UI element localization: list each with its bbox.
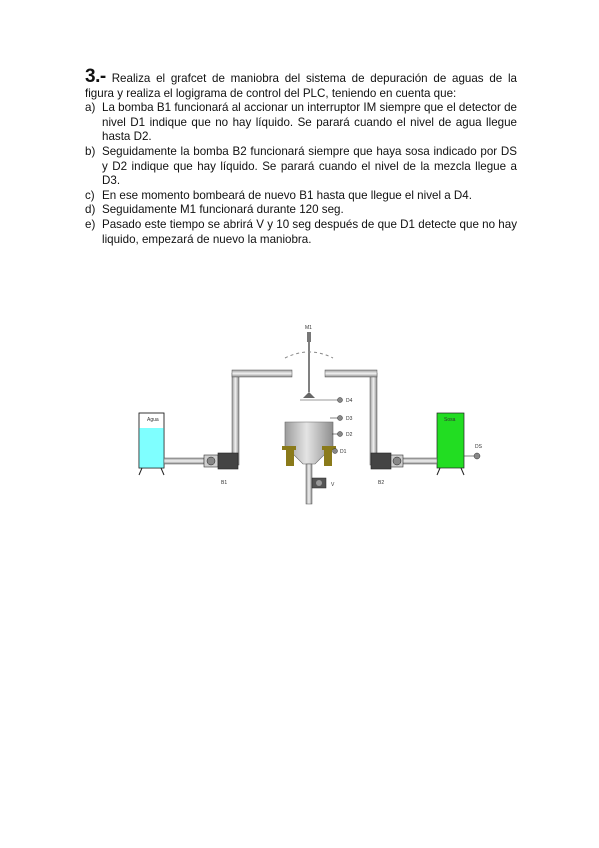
list-item-text: Seguidamente M1 funcionará durante 120 seg.: [102, 203, 344, 217]
list-item-text: Seguidamente la bomba B2 funcionará siempre que haya sosa indicado por DS y D2 indique que hay líquido. Se parará cuando el nivel de la mezcla llegue a D3.: [102, 144, 517, 188]
hopper-stand-right: [324, 448, 332, 466]
list-item: [85, 101, 517, 145]
d4-label: D4: [346, 398, 353, 404]
process-diagram: [135, 318, 495, 513]
pump-b1: [204, 453, 238, 486]
process-diagram-svg: [135, 318, 495, 513]
mixing-hopper: [282, 422, 336, 504]
water-tank-label: Agua: [147, 417, 159, 423]
d1-sensor: [333, 449, 338, 454]
d1-label: D1: [340, 449, 347, 455]
exercise-statement: [85, 66, 517, 101]
exercise-intro: Realiza el grafcet de maniobra del sistema de depuración de aguas de la figura y realiza el logigrama de control del PLC, teniendo en cuenta que:: [85, 72, 517, 100]
list-item: [85, 189, 517, 204]
left-pipe: [164, 370, 292, 465]
pump-b1-label: B1: [221, 480, 228, 486]
condition-list: [85, 101, 517, 247]
d2-sensor: [338, 432, 343, 437]
soda-tank-leg: [461, 468, 464, 475]
valve-label: V: [331, 482, 335, 488]
water-tank-leg: [139, 468, 142, 475]
d3-label: D3: [346, 416, 353, 422]
list-item-text: Pasado este tiempo se abrirá V y 10 seg después de que D1 detecte que no hay liquido, empezará de nuevo la maniobra.: [102, 217, 517, 246]
d2-label: D2: [346, 432, 353, 438]
exercise-number: 3.-: [85, 66, 106, 87]
list-item: [85, 218, 517, 247]
hopper-flange-left: [282, 446, 296, 450]
list-item: [85, 203, 517, 218]
soda-tank-leg: [437, 468, 440, 475]
list-marker: b): [85, 144, 96, 158]
pump-b2-label: B2: [378, 480, 385, 486]
hopper-stand-left: [286, 448, 294, 466]
exercise-text: [85, 66, 517, 247]
list-item: [85, 145, 517, 189]
list-item-text: En ese momento bombeará de nuevo B1 hasta que llegue el nivel a D4.: [102, 188, 472, 202]
motor-body: [307, 332, 311, 342]
list-marker: d): [85, 203, 96, 217]
ds-label: DS: [475, 444, 482, 450]
water-tank-leg: [161, 468, 164, 475]
list-marker: e): [85, 217, 96, 231]
d4-sensor: [338, 398, 343, 403]
pump-b2: [371, 453, 403, 486]
list-marker: c): [85, 188, 95, 202]
water-tank: [139, 413, 164, 475]
water-level: [139, 428, 164, 468]
ds-sensor: [474, 453, 480, 459]
drain-pipe: [306, 464, 312, 504]
motor-m1: [285, 325, 333, 398]
valve-v: [312, 478, 335, 488]
motor-label: M1: [305, 325, 312, 331]
list-marker: a): [85, 101, 96, 115]
d3-sensor: [338, 416, 343, 421]
agitator-blade: [303, 392, 315, 398]
soda-tank: [437, 413, 483, 475]
soda-tank-label: Sosa: [444, 417, 456, 423]
list-item-text: La bomba B1 funcionará al accionar un interruptor IM siempre que el detector de nivel D1 indique que no hay líquido. Se parará cuando el nivel de agua llegue hasta D2.: [102, 101, 517, 144]
